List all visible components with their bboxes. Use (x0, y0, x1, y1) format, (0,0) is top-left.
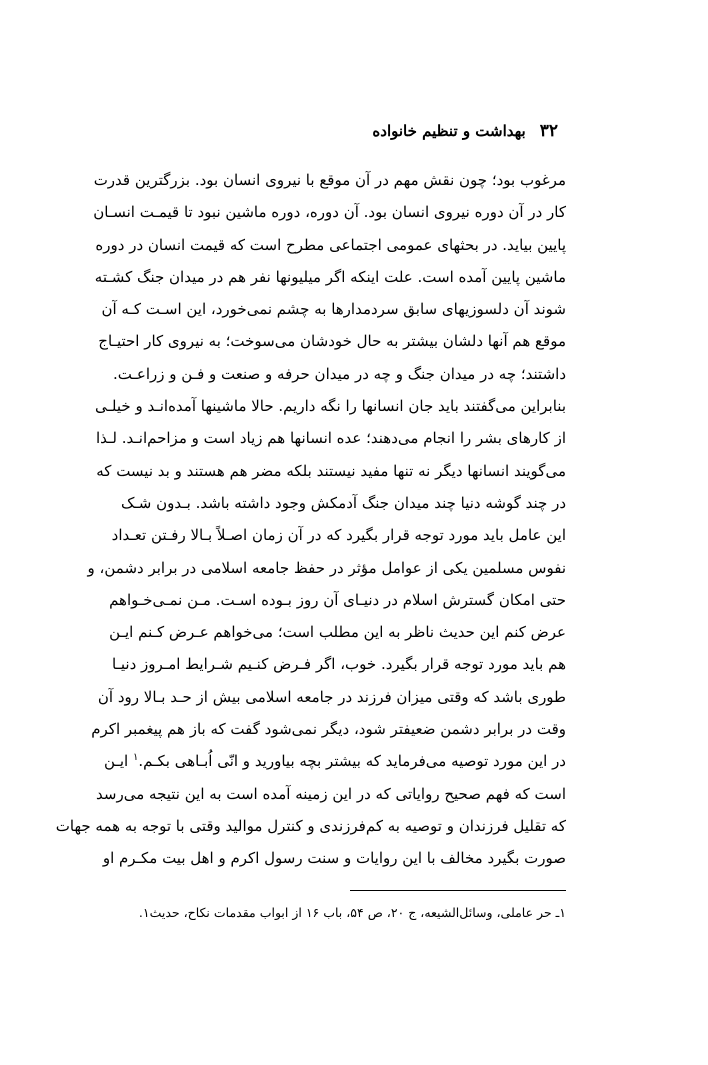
body-text (55, 164, 566, 875)
text-line: صورت بگیرد مخالف با این روایات و سنت رسول اکرم و اهل بیت مکـرم او (102, 849, 566, 868)
text-line: شوند آن دلسوزیهای سابق سردمدارها به چشم نمی‌خورد، این اسـت کـه آن (101, 300, 566, 319)
text-segment: ایـن (104, 752, 129, 771)
page-header (158, 116, 558, 146)
text-line: ماشین پایین آمده است. علت اینکه اگر میلیونها نفر هم در میدان جنگ کشـته (94, 267, 566, 286)
text-line: موقع هم آنها دلشان بیشتر به حال خودشان می‌سوخت؛ به نیروی کار احتیـاج (98, 332, 566, 351)
text-line: پایین بیاید. در بحثهای عمومی اجتماعی مطرح است که قیمت انسان در دوره (95, 235, 566, 254)
text-line: می‌گویند انسانها دیگر نه تنها مفید نیستند بلکه مضر هم هستند و بد نیست که (96, 461, 566, 480)
text-line: طوری باشد که وقتی میزان فرزند در جامعه اسلامی بیش از حـد بـالا رود آن (97, 687, 566, 706)
text-line: هم باید مورد توجه قرار بگیرد. خوب، اگر فـرض کنـیم شـرایط امـروز دنیـا (111, 655, 566, 674)
running-title: بهداشت و تنظیم خانواده (372, 122, 526, 140)
footnote-marker: ۱ (132, 752, 139, 764)
text-line: از کارهای بشر را انجام می‌دهند؛ عده انسانها هم زیاد است و مزاحم‌انـد. لـذا (95, 429, 566, 448)
text-line: بنابراین می‌گفتند باید جان انسانها را نگه داریم. حالا ماشینها آمده‌انـد و خیلـی (95, 397, 566, 416)
page-number: ۳۲ (539, 121, 558, 141)
text-line: عرض کنم این حدیث ناظر به این مطلب است؛ می‌خواهم عـرض کـنم ایـن (109, 623, 566, 642)
text-line: حتی امکان گسترش اسلام در دنیـای آن روز بـوده اسـت. مـن نمـی‌خـواهم (109, 590, 566, 609)
text-line: کار در آن دوره نیروی انسان بود. آن دوره، دوره ماشین نبود تا قیمـت انسـان (93, 203, 566, 222)
text-line: این عامل باید مورد توجه قرار بگیرد که در آن زمان اصـلاً بـالا رفـتن تعـداد (111, 526, 566, 545)
text-line-with-footnote (104, 745, 566, 777)
footnote-divider (350, 890, 566, 891)
text-line: که تقلیل فرزندان و توصیه به کم‌فرزندی و کنترل موالید وقتی با توجه به همه جهات (55, 816, 566, 835)
text-segment: در این مورد توصیه می‌فرماید که بیشتر بچه بیاورید و انّی اُبـاهی بکـم. (138, 752, 566, 771)
text-line: نفوس مسلمین یکی از عوامل مؤثر در حفظ جامعه اسلامی در برابر دشمن، و (87, 558, 566, 577)
text-line: در چند گوشه دنیا چند میدان جنگ آدمکش وجود داشته باشد. بـدون شـک (120, 493, 566, 512)
footnote: ۱ـ حر عاملی، وسائل‌الشیعه، ج ۲۰، ص ۵۴، باب ۱۶ از ابواب مقدمات نکاح، حدیث۱. (138, 905, 566, 920)
text-line: داشتند؛ چه در میدان جنگ و چه در میدان حرفه و صنعت و فـن و زراعـت. (112, 364, 566, 383)
text-line: وقت در برابر دشمن ضعیفتر شود، دیگر نمی‌شود گفت که باز هم پیغمبر اکرم (91, 720, 566, 739)
text-line: مرغوب بود؛ چون نقش مهم در آن موقع با نیروی انسان بود. بزرگترین قدرت (93, 171, 566, 189)
text-line: است که فهم صحیح روایاتی که در این زمینه آمده است به این نتیجه می‌رسد (96, 784, 566, 803)
